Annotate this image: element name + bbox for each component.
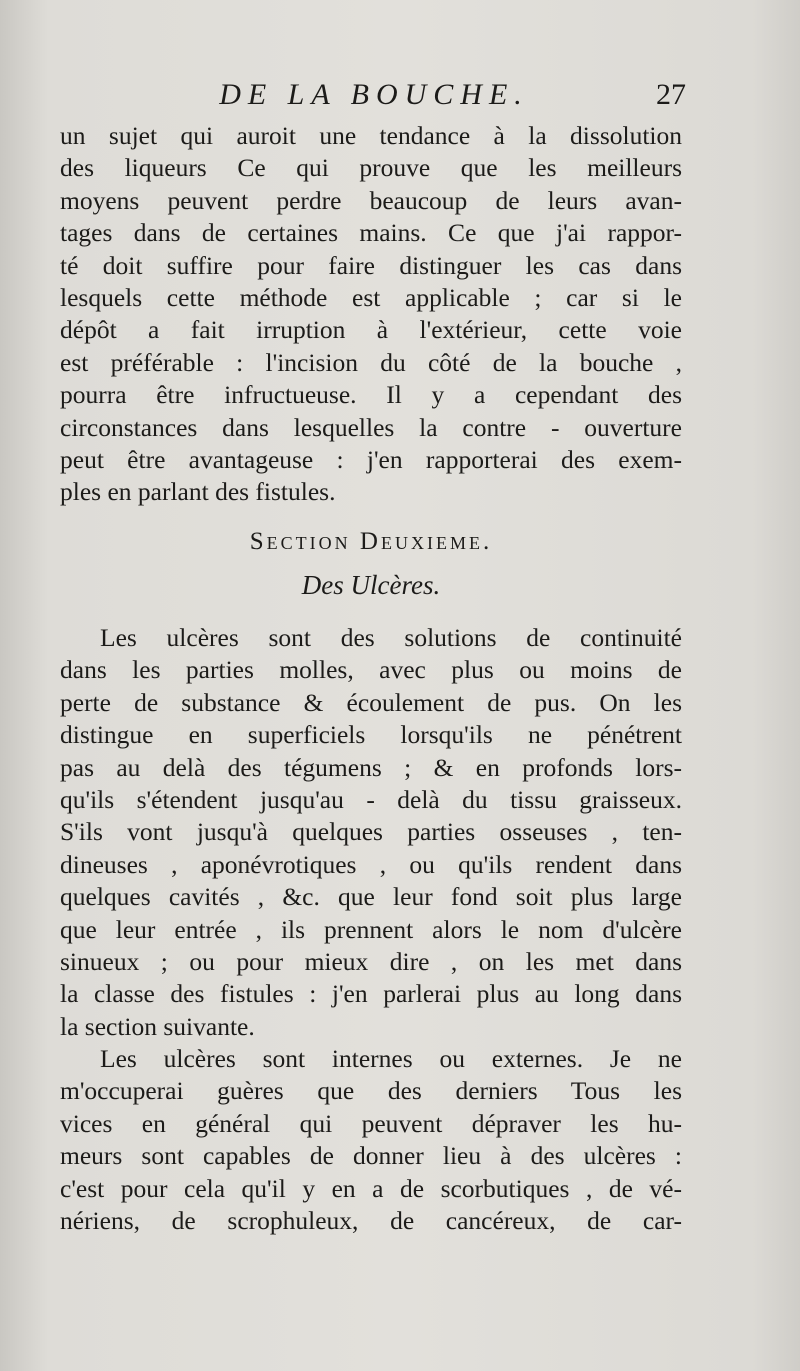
text-line: circonstances dans lesquelles la contre - ouverture bbox=[60, 412, 682, 442]
text-line: distingue en superficiels lorsqu'ils ne pénétrent bbox=[60, 720, 682, 750]
text-line: qu'ils s'étendent jusqu'au - delà du tissu graisseux. bbox=[60, 784, 682, 814]
text-line: la classe des fistules : j'en parlerai plus au long dans bbox=[60, 979, 682, 1009]
text-line: des liqueurs Ce qui prouve que les meilleurs bbox=[60, 153, 682, 183]
text-line: la section suivante. bbox=[60, 1011, 255, 1041]
text-line: que leur entrée , ils prennent alors le nom d'ulcère bbox=[60, 914, 682, 944]
text-line: peut être avantageuse : j'en rapporterai des exem- bbox=[60, 444, 682, 474]
text-line: c'est pour cela qu'il y en a de scorbutiques , de vé- bbox=[60, 1173, 682, 1203]
text-line: S'ils vont jusqu'à quelques parties osseuses , ten- bbox=[60, 817, 682, 847]
text-line: moyens peuvent perdre beaucoup de leurs avan- bbox=[60, 185, 682, 215]
text-line: nériens, de scrophuleux, de cancéreux, de car- bbox=[60, 1205, 682, 1235]
text-line: quelques cavités , &c. que leur fond soit plus large bbox=[60, 882, 682, 912]
page-number: 27 bbox=[656, 78, 686, 111]
text-line: sinueux ; ou pour mieux dire , on les met dans bbox=[60, 946, 682, 976]
section-subheading: Des Ulcères. bbox=[301, 570, 441, 600]
text-line: dépôt a fait irruption à l'extérieur, cette voie bbox=[60, 315, 682, 345]
text-line: pourra être infructueuse. Il y a cependant des bbox=[60, 380, 682, 410]
text-line: Les ulcères sont internes ou externes. Je ne bbox=[100, 1044, 682, 1073]
text-line: tages dans de certaines mains. Ce que j'ai rappor- bbox=[60, 218, 682, 248]
paragraph-2 bbox=[60, 622, 682, 1043]
text-line: m'occuperai guères que des derniers Tous les bbox=[60, 1076, 682, 1106]
text-line: lesquels cette méthode est applicable ; car si le bbox=[60, 282, 682, 312]
text-line: un sujet qui auroit une tendance à la dissolution bbox=[60, 121, 682, 150]
text-line: vices en général qui peuvent dépraver les hu- bbox=[60, 1108, 682, 1138]
running-title: DE LA BOUCHE. bbox=[219, 78, 529, 111]
page-header bbox=[62, 78, 686, 118]
text-line: est préférable : l'incision du côté de la bouche , bbox=[60, 347, 682, 377]
text-line: Les ulcères sont des solutions de continuité bbox=[100, 623, 682, 652]
text-line: té doit suffire pour faire distinguer les cas dans bbox=[60, 250, 682, 280]
text-line: perte de substance & écoulement de pus. On les bbox=[60, 687, 682, 717]
text-line: pas au delà des tégumens ; & en profonds lors- bbox=[60, 752, 682, 782]
text-line: ples en parlant des fistules. bbox=[60, 477, 336, 507]
text-line: meurs sont capables de donner lieu à des ulcères : bbox=[60, 1141, 682, 1171]
paragraph-3 bbox=[60, 1043, 682, 1237]
text-line: dineuses , aponévrotiques , ou qu'ils rendent dans bbox=[60, 849, 682, 879]
paragraph-1 bbox=[60, 120, 682, 509]
text-line: dans les parties molles, avec plus ou moins de bbox=[60, 655, 682, 685]
section-heading: Section Deuxieme. bbox=[249, 528, 493, 555]
